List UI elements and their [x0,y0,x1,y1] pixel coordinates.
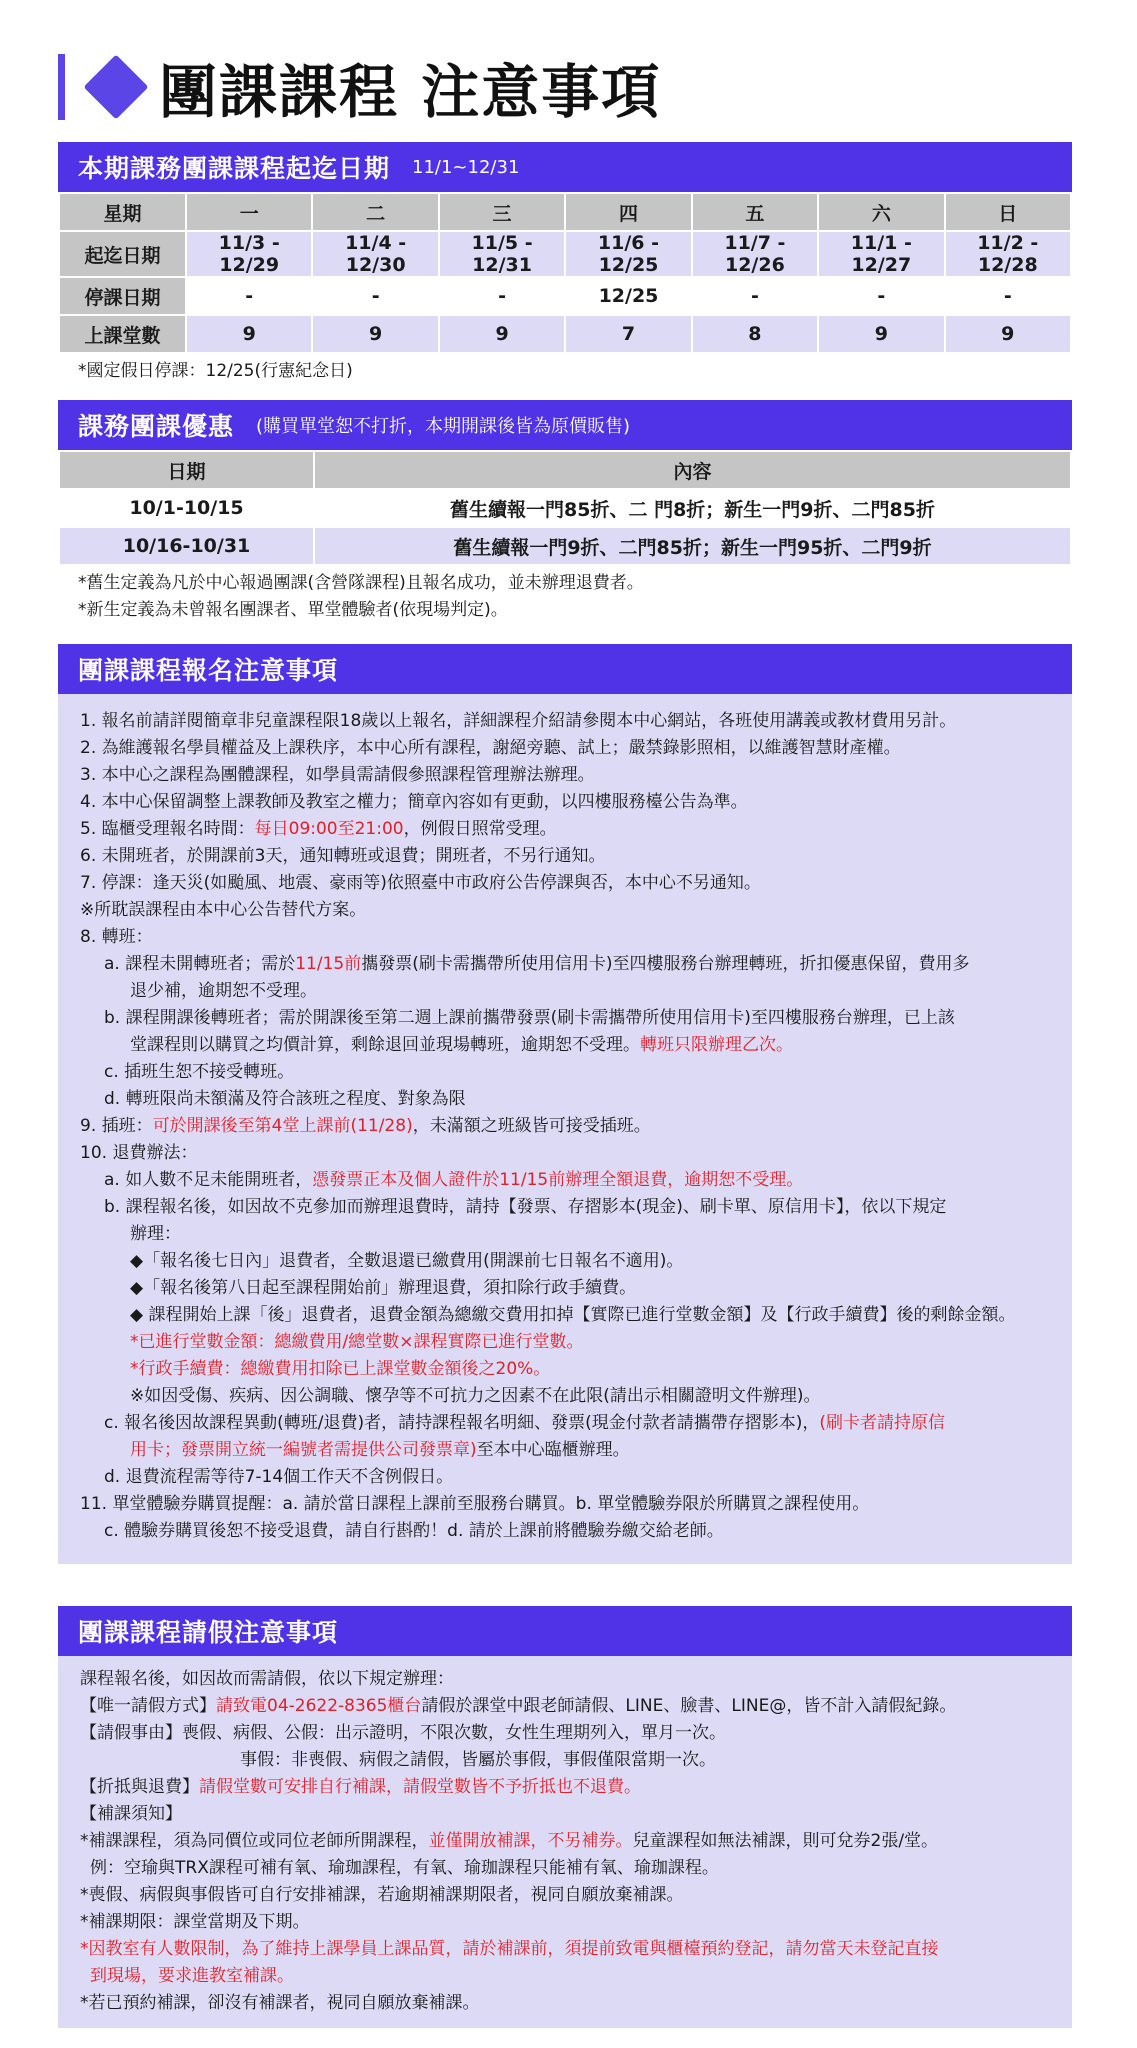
discount-content: 舊生續報一門85折、二 門8折；新生一門9折、二門85折 [314,489,1071,527]
schedule-heading [58,142,1072,192]
leave-line: *喪假、病假與事假皆可自行安排補課，若逾期補課期限者，視同自願放棄補課。 [80,1885,684,1905]
holiday-note: *國定假日停課：12/25(行憲紀念日) [78,361,353,381]
rule-text: a. 課程未開轉班者；需於 [104,954,296,974]
rule-line: 2. 為維護報名學員權益及上課秩序，本中心所有課程，謝絕旁聽、試上；嚴禁錄影照相，以維護智慧財產權。 [80,738,901,758]
table-cell: 11/4 - 12/30 [312,231,438,277]
rule-text: 堂課程則以購買之均價計算，剩餘退回並現場轉班，逾期恕不受理。 [130,1035,640,1055]
row-label: 停課日期 [59,277,186,315]
leave-line [80,1774,1052,1801]
discount-notes [58,570,1072,624]
rule-line: 11. 單堂體驗券購買提醒：a. 請於當日課程上課前至服務台購買。b. 單堂體驗券限於所購買之課程使用。 [80,1494,870,1514]
discount-table [58,450,1072,566]
rule-text: 9. 插班： [80,1116,153,1136]
registration-panel [58,694,1072,1564]
table-cell: - [692,277,818,315]
rule-text: 5. 臨櫃受理報名時間： [80,819,255,839]
rule-subline: b. 課程開課後轉班者；需於開課後至第二週上課前攜帶發票(刷卡需攜帶所使用信用卡)至四樓服務台辦理，已上該 [104,1008,955,1028]
leave-panel [58,1656,1072,2028]
leave-line: 事假：非喪假、病假之請假，皆屬於事假，事假僅限當期一次。 [240,1750,716,1770]
weekday-wed: 三 [439,193,565,231]
table-cell: 11/6 - 12/25 [565,231,691,277]
rule-text: 攜發票(刷卡需攜帶所使用信用卡)至四樓服務台辦理轉班，折扣優惠保留，費用多 [361,954,970,974]
rule-subline [80,1032,1052,1059]
rule-line: 3. 本中心之課程為團體課程，如學員需請假參照課程管理辦法辦理。 [80,765,595,785]
title-accent-bar [58,54,65,120]
registration-heading [58,644,1072,694]
suspension-row [59,277,1071,315]
rule-line: 10. 退費辦法： [80,1143,198,1163]
registration-section [58,644,1072,1564]
rule-highlight: 每日09:00至21:00 [254,819,404,839]
leave-line: *若已預約補課，卻沒有補課者，視同自願放棄補課。 [80,1993,480,2013]
table-cell: 9 [439,315,565,353]
weekday-fri: 五 [692,193,818,231]
rule-highlight: 11/15前 [295,954,362,974]
page-title-block [58,54,662,126]
leave-highlight-line: 到現場，要求進教室補課。 [90,1966,294,1986]
schedule-heading-title: 本期課務團課課程起迄日期 [78,154,391,183]
weekday-sun: 日 [945,193,1071,231]
row-label: 上課堂數 [59,315,186,353]
rule-subline [80,1410,1052,1437]
rule-subline: ◆「報名後第八日起至課程開始前」辦理退費，須扣除行政手續費。 [130,1278,637,1298]
rule-text: 至本中心臨櫃辦理。 [476,1440,630,1460]
rule-highlight: 可於開課後至第4堂上課前(11/28) [152,1116,413,1136]
table-cell: 11/7 - 12/26 [692,231,818,277]
leave-line [80,1828,1052,1855]
discount-header-row [59,451,1071,489]
table-cell: 9 [186,315,312,353]
discount-note: *舊生定義為凡於中心報過團課(含營隊課程)且報名成功，並未辦理退費者。 [78,573,644,593]
table-cell: 12/25 [565,277,691,315]
rule-subline: 退少補，逾期恕不受理。 [130,981,317,1001]
rule-highlight: 轉班只限辦理乙次。 [640,1035,793,1055]
rule-highlight-line: *已進行堂數金額：總繳費用/總堂數×課程實際已進行堂數。 [130,1332,584,1352]
rule-line: 6. 未開班者，於開課前3天，通知轉班或退費；開班者，不另行通知。 [80,846,606,866]
class-count-row [59,315,1071,353]
rule-text: ，未滿額之班級皆可接受插班。 [412,1116,651,1136]
table-cell: - [439,277,565,315]
leave-line: 例：空瑜與TRX課程可補有氧、瑜珈課程，有氧、瑜珈課程只能補有氧、瑜珈課程。 [90,1858,719,1878]
leave-section [58,1606,1072,2028]
leave-heading [58,1606,1072,1656]
leave-text: *補課課程，須為同價位或同位老師所開課程， [80,1831,429,1851]
rule-subline: d. 退費流程需等待7-14個工作天不含例假日。 [104,1467,454,1487]
rule-line [80,816,1052,843]
leave-highlight: 請假堂數可安排自行補課，請假堂數皆不予折抵也不退費。 [199,1777,641,1797]
schedule-header-row [59,193,1071,231]
rule-text: ，例假日照常受理。 [403,819,557,839]
rule-line [80,1113,1052,1140]
weekday-mon: 一 [186,193,312,231]
diamond-icon [83,54,148,119]
leave-text: 【唯一請假方式】 [80,1696,216,1716]
rule-text: a. 如人數不足未能開班者， [104,1170,313,1190]
row-label: 起迄日期 [59,231,186,277]
discount-section [58,400,1072,624]
rule-subline: ◆「報名後七日內」退費者，全數退還已繳費用(開課前七日報名不適用)。 [130,1251,684,1271]
discount-date: 10/1-10/15 [59,489,314,527]
table-cell: - [945,277,1071,315]
table-cell: 7 [565,315,691,353]
discount-heading-sub: (購買單堂恕不打折，本期開課後皆為原價販售) [256,416,631,437]
rule-subline: c. 體驗券購買後恕不接受退費，請自行斟酌！d. 請於上課前將體驗券繳交給老師。 [104,1521,724,1541]
table-cell: - [186,277,312,315]
rule-line: ※所耽誤課程由本中心公告替代方案。 [80,900,367,920]
rule-subline [80,1167,1052,1194]
table-cell: 9 [312,315,438,353]
leave-highlight: 並僅開放補課，不另補券。 [428,1831,633,1851]
table-cell: - [818,277,944,315]
rule-subline: c. 插班生恕不接受轉班。 [104,1062,295,1082]
rule-highlight: (刷卡者請持原信 [819,1413,946,1433]
schedule-table [58,192,1072,354]
content-column-header: 內容 [314,451,1071,489]
discount-date: 10/16-10/31 [59,527,314,565]
leave-line: 【補課須知】 [80,1804,182,1824]
rule-subline: d. 轉班限尚未額滿及符合該班之程度、對象為限 [104,1089,466,1109]
leave-heading-title: 團課課程請假注意事項 [78,1618,339,1647]
table-cell: 11/1 - 12/27 [818,231,944,277]
rule-subline: b. 課程報名後，如因故不克參加而辦理退費時，請持【發票、存摺影本(現金)、刷卡單、原信用卡】，依以下規定 [104,1197,947,1217]
rule-subline: 辦理： [130,1224,181,1244]
table-cell: 8 [692,315,818,353]
leave-line [80,1693,1052,1720]
leave-highlight-line: *因教室有人數限制，為了維持上課學員上課品質，請於補課前，須提前致電與櫃檯預約登記，請勿當天未登記直接 [80,1939,939,1959]
discount-heading-title: 課務團課優惠 [78,412,235,441]
rule-line: 8. 轉班： [80,927,153,947]
table-cell: 11/5 - 12/31 [439,231,565,277]
leave-text: 兒童課程如無法補課，則可兌券2張/堂。 [632,1831,939,1851]
rule-subline [80,951,1052,978]
rule-line: 1. 報名前請詳閱簡章非兒童課程限18歲以上報名，詳細課程介紹請參閱本中心網站，各班使用講義或教材費用另計。 [80,711,957,731]
leave-phone: 請致電04-2622-8365櫃台 [216,1696,422,1716]
leave-line: 課程報名後，如因故而需請假，依以下規定辦理： [80,1669,454,1689]
weekday-thu: 四 [565,193,691,231]
discount-heading [58,400,1072,450]
rule-highlight-line: *行政手續費：總繳費用扣除已上課堂數金額後之20%。 [130,1359,551,1379]
date-column-header: 日期 [59,451,314,489]
leave-line: 【請假事由】喪假、病假、公假：出示證明，不限次數，女性生理期列入，單月一次。 [80,1723,726,1743]
table-cell: - [312,277,438,315]
discount-row [59,527,1071,565]
discount-note: *新生定義為未曾報名團課者、單堂體驗者(依現場判定)。 [78,600,508,620]
rule-highlight: 用卡；發票開立統一編號者需提供公司發票章) [130,1440,477,1460]
weekday-sat: 六 [818,193,944,231]
rule-subline: ◆ 課程開始上課「後」退費者，退費金額為總繳交費用扣掉【實際已進行堂數金額】及【行政手續費】後的剩餘金額。 [130,1305,1016,1325]
discount-content: 舊生續報一門9折、二門85折；新生一門95折、二門9折 [314,527,1071,565]
schedule-period: 11/1~12/31 [412,156,520,178]
registration-heading-title: 團課課程報名注意事項 [78,656,339,685]
rule-subline: ※如因受傷、疾病、因公調職、懷孕等不可抗力之因素不在此限(請出示相關證明文件辦理)。 [130,1386,821,1406]
rule-line: 7. 停課：逢天災(如颱風、地震、豪雨等)依照臺中市政府公告停課與否，本中心不另通知。 [80,873,761,893]
leave-line: *補課期限：課堂當期及下期。 [80,1912,310,1932]
schedule-section [58,142,1072,385]
rule-text: c. 報名後因故課程異動(轉班/退費)者，請持課程報名明細、發票(現金付款者請攜帶存摺影本)， [104,1413,820,1433]
table-cell: 9 [945,315,1071,353]
leave-text: 請假於課堂中跟老師請假、LINE、臉書、LINE@，皆不計入請假紀錄。 [421,1696,957,1716]
table-cell: 9 [818,315,944,353]
table-cell: 11/3 - 12/29 [186,231,312,277]
rule-line: 4. 本中心保留調整上課教師及教室之權力；簡章內容如有更動，以四樓服務檯公告為準。 [80,792,748,812]
weekday-tue: 二 [312,193,438,231]
page-title: 團課課程 注意事項 [159,58,662,126]
weekday-header-label: 星期 [59,193,186,231]
rule-highlight: 憑發票正本及個人證件於11/15前辦理全額退費，逾期恕不受理。 [312,1170,804,1190]
table-cell: 11/2 - 12/28 [945,231,1071,277]
date-range-row [59,231,1071,277]
rule-subline [80,1437,1052,1464]
discount-row [59,489,1071,527]
leave-text: 【折抵與退費】 [80,1777,199,1797]
